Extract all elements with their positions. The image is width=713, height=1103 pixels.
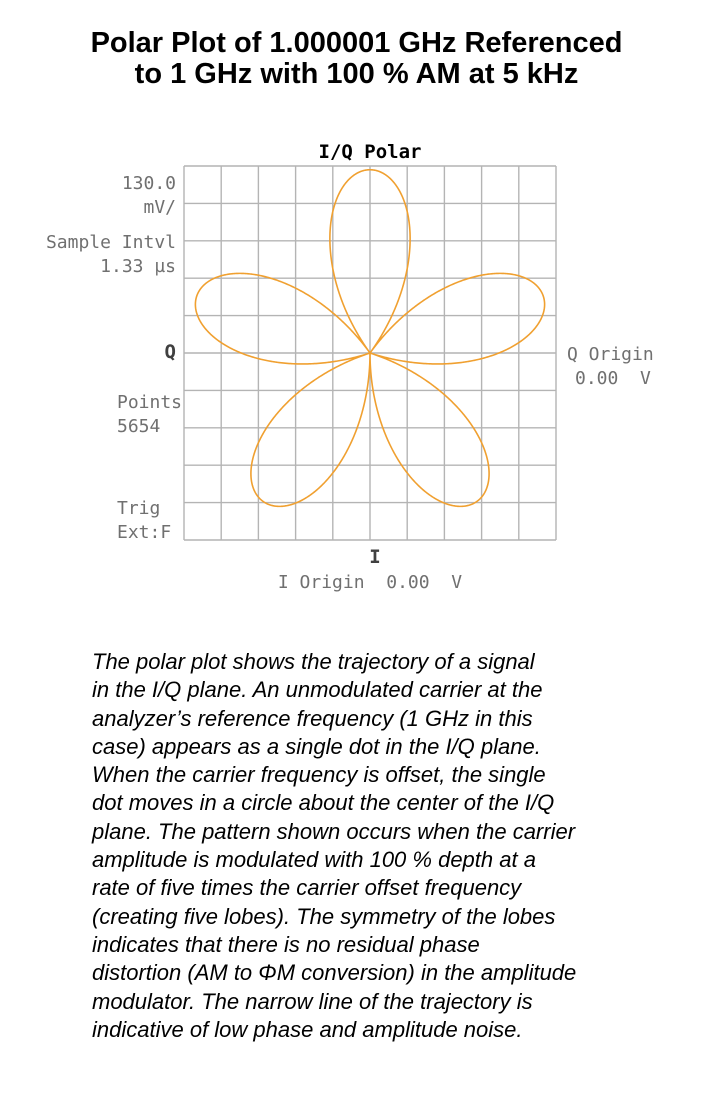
title-line-2: to 1 GHz with 100 % AM at 5 kHz bbox=[134, 58, 579, 90]
title-line-1: Polar Plot of 1.000001 GHz Referenced bbox=[90, 27, 623, 59]
description-line: case) appears as a single dot in the I/Q plane. bbox=[92, 733, 541, 759]
description-line: distortion (AM to ΦM conversion) in the amplitude bbox=[92, 960, 577, 986]
sample-interval-value: 1.33 µs bbox=[100, 256, 176, 277]
q-origin-value: 0.00 V bbox=[575, 368, 651, 389]
description-line: The polar plot shows the trajectory of a signal bbox=[92, 649, 535, 674]
sample-interval-label: Sample Intvl bbox=[45, 232, 176, 253]
q-origin-label: Q Origin bbox=[567, 344, 654, 365]
i-origin-readout: I Origin 0.00 V bbox=[277, 572, 463, 593]
trig-value: Ext:F bbox=[117, 522, 172, 543]
description-line: modulator. The narrow line of the trajectory is bbox=[92, 988, 533, 1014]
description-line: analyzer’s reference frequency (1 GHz in this bbox=[92, 705, 533, 731]
description-line: (creating five lobes). The symmetry of the lobes bbox=[92, 903, 556, 929]
display-header: I/Q Polar bbox=[318, 141, 422, 163]
description-paragraph bbox=[92, 648, 672, 1044]
description-line: rate of five times the carrier offset frequency bbox=[92, 875, 522, 901]
description-line: plane. The pattern shown occurs when the carrier bbox=[92, 818, 576, 844]
description-line: When the carrier frequency is offset, the single bbox=[92, 762, 546, 788]
points-label: Points bbox=[117, 392, 183, 413]
iq-polar-display bbox=[0, 120, 713, 610]
page-title bbox=[0, 28, 713, 90]
i-axis-label: I bbox=[369, 546, 381, 568]
description-line: dot moves in a circle about the center of the I/Q bbox=[92, 790, 555, 816]
points-value: 5654 bbox=[117, 416, 161, 437]
description-line: amplitude is modulated with 100 % depth at a bbox=[92, 847, 536, 873]
description-line: in the I/Q plane. An unmodulated carrier at the bbox=[92, 677, 543, 703]
description-line: indicates that there is no residual phase bbox=[92, 931, 480, 957]
scale-value: 130.0 bbox=[121, 173, 176, 194]
q-axis-label: Q bbox=[164, 341, 176, 363]
trig-label: Trig bbox=[117, 498, 161, 519]
description-line: indicative of low phase and amplitude noise. bbox=[92, 1016, 523, 1042]
scale-unit: mV/ bbox=[143, 197, 176, 218]
